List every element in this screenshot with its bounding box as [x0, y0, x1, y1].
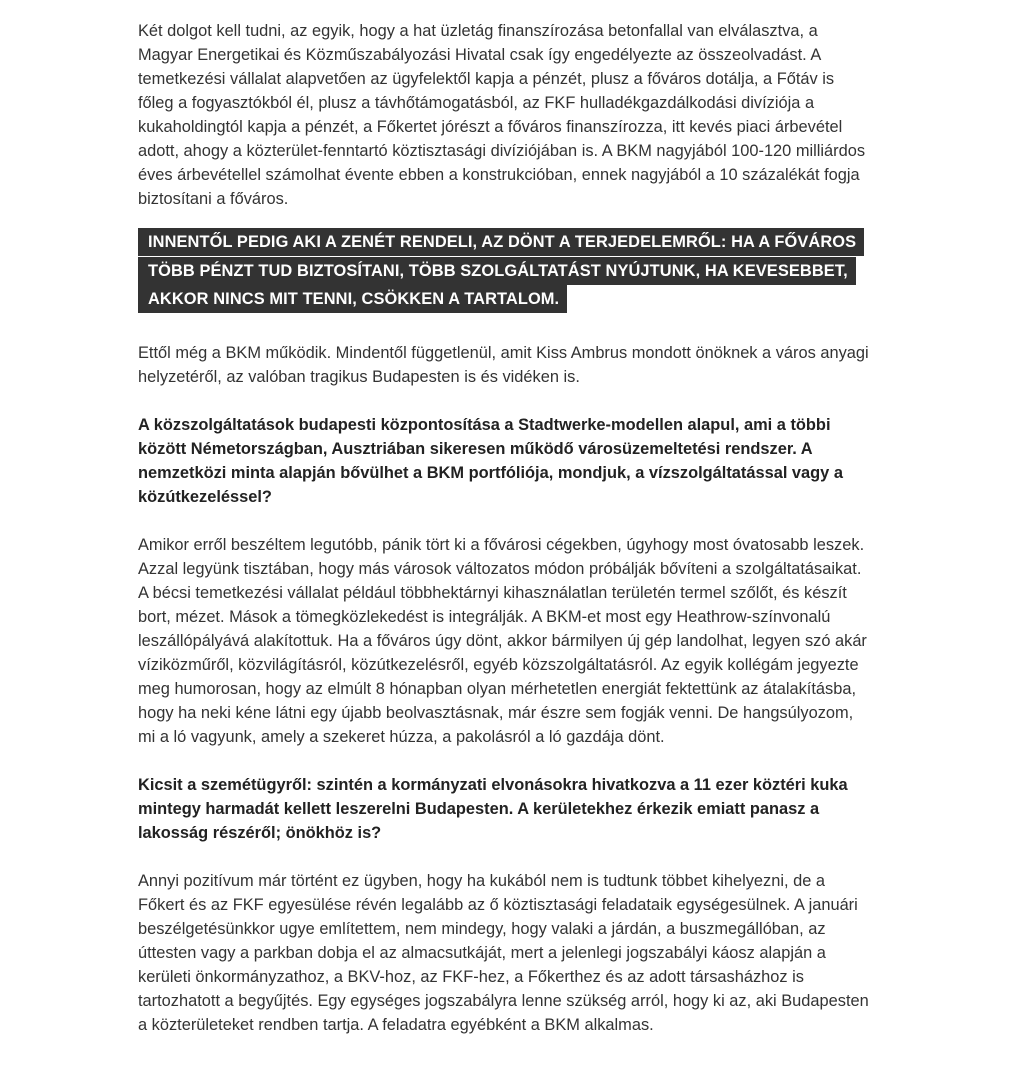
spacer: [138, 749, 871, 773]
answer-waste-bins: Annyi pozitívum már történt ez ügyben, hogy ha kukából nem is tudtunk többet kihelyezni, de a Főkert és az FKF egyesülése révén legalább az ő köztisztasági feladataik egységesülnek. A januári beszélgetésünkkor ugye említettem, nem mindegy, hogy valaki a járdán, a buszmegállóban, az úttesten vagy a parkban dobja el az almacsutkáját, mert a jelenlegi jogszabályi káosz alapján a kerületi önkormányzathoz, a BKV-hoz, az FKF-hez, a Főkerthez és az adott társasházhoz is tartozhatott a begyűjtés. Egy egységes jogszabályra lenne szükség arról, hogy ki az, aki Budapesten a közterületeket rendben tartja. A feladatra egyébként a BKM alkalmas.: [138, 871, 869, 1034]
spacer: [138, 509, 871, 533]
paragraph-funding: Két dolgot kell tudni, az egyik, hogy a hat üzletág finanszírozása betonfallal van elválasztva, a Magyar Energetikai és Közműszabályozási Hivatal csak így engedélyezte az összeolvadást. A temetkezési vállalat alapvetően az ügyfelektől kapja a pénzét, plusz a főváros dotálja, a Főtáv is főleg a fogyasztókból él, plusz a távhőtámogatásból, az FKF hulladékgazdálkodási divíziója a kukaholdingtól kapja a pénzét, a Főkertet jórészt a főváros finanszírozza, itt kevés piaci árbevétel adott, ahogy a közterület-fenntartó köztisztasági divíziójában is. A BKM nagyjából 100-120 milliárdos éves árbevétellel számolhat évente ebben a konstrukcióban, ennek nagyjából a 10 százalékát fogja biztosítani a főváros.: [138, 22, 866, 208]
question-stadtwerke: A közszolgáltatások budapesti központosítása a Stadtwerke-modellen alapul, ami a többi között Németországban, Ausztriában sikeresen működő városüzemeltetési rendszer. A nemzetközi minta alapján bővülhet a BKM portfóliója, mondjuk, a vízszolgáltatással vagy a közútkezeléssel?: [138, 415, 843, 506]
article-body: [138, 19, 871, 1037]
spacer: [138, 389, 871, 413]
pull-quote-text: INNENTŐL PEDIG AKI A ZENÉT RENDELI, AZ DÖNT A TERJEDELEMRŐL: HA A FŐVÁROS TÖBB PÉNZT TUD BIZTOSÍTANI, TÖBB SZOLGÁLTATÁST NYÚJTUNK, HA KEVESEBBET, AKKOR NINCS MIT TENNI, CSÖKKEN A TARTALOM.: [138, 228, 864, 313]
paragraph-bkm-works: Ettől még a BKM működik. Mindentől függetlenül, amit Kiss Ambrus mondott önöknek a város anyagi helyzetéről, az valóban tragikus Budapesten is és vidéken is.: [138, 343, 869, 386]
question-waste-bins: Kicsit a szemétügyről: szintén a kormányzati elvonásokra hivatkozva a 11 ezer köztéri kuka mintegy harmadát kellett leszerelni Budapesten. A kerületekhez érkezik emiatt panasz a lakosság részéről; önökhöz is?: [138, 775, 848, 842]
pull-quote: [138, 228, 871, 314]
answer-stadtwerke: Amikor erről beszéltem legutóbb, pánik tört ki a fővárosi cégekben, úgyhogy most óvatosabb leszek. Azzal legyünk tisztában, hogy más városok változatos módon próbálják bővíteni a szolgáltatásaikat. A bécsi temetkezési vállalat például többhektárnyi kihasználatlan területén termel szőlőt, és készít bort, mézet. Mások a tömegközlekedést is integrálják. A BKM-et most egy Heathrow-színvonalú leszállópályává alakítottuk. Ha a főváros úgy dönt, akkor bármilyen új gép landolhat, legyen szó akár víziközműről, közvilágításról, közútkezelésről, egyéb közszolgáltatásról. Az egyik kollégám jegyezte meg humorosan, hogy az elmúlt 8 hónapban olyan mérhetetlen energiát fektettünk az átalakításba, hogy ha neki kéne látni egy újabb beolvasztásnak, már észre sem fogják venni. De hangsúlyozom, mi a ló vagyunk, amely a szekeret húzza, a pakolásról a ló gazdája dönt.: [138, 535, 867, 746]
spacer: [138, 845, 871, 869]
